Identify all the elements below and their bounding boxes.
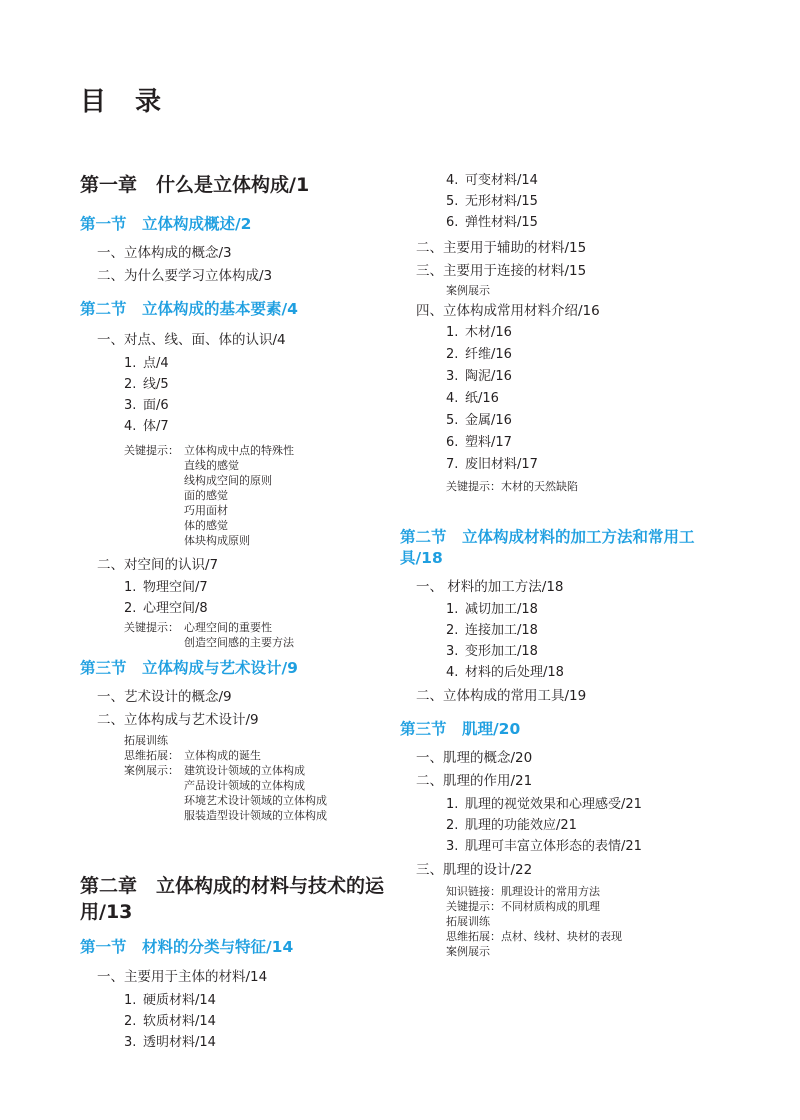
toc-subitem[interactable]: 4. 可变材料/14 <box>446 173 538 188</box>
toc-item[interactable]: 二、主要用于辅助的材料/15 <box>416 240 587 256</box>
toc-note: 关键提示： 立体构成中点的特殊性 <box>124 444 294 457</box>
toc-note: 知识链接：肌理设计的常用方法 <box>446 885 600 898</box>
toc-item[interactable]: 二、对空间的认识/7 <box>97 557 219 573</box>
toc-subitem[interactable]: 5. 无形材料/15 <box>446 194 538 209</box>
toc-item[interactable]: 二、立体构成与艺术设计/9 <box>97 712 259 728</box>
toc-note: 案例展示 <box>446 284 490 297</box>
toc-subitem[interactable]: 6. 塑料/17 <box>446 435 512 450</box>
chapter-2-heading[interactable]: 第二章 立体构成的材料与技术的运 <box>80 875 385 897</box>
ch1-section-1-heading[interactable]: 第一节 立体构成概述/2 <box>80 215 252 233</box>
toc-subitem[interactable]: 6. 弹性材料/15 <box>446 215 538 230</box>
toc-subitem[interactable]: 2. 纤维/16 <box>446 347 512 362</box>
toc-note: 巧用面材 <box>184 504 228 517</box>
toc-subitem[interactable]: 7. 废旧材料/17 <box>446 457 538 472</box>
toc-subitem[interactable]: 3. 透明材料/14 <box>124 1035 216 1050</box>
ch2-section-2-heading-cont[interactable]: 具/18 <box>400 549 443 567</box>
toc-note: 关键提示：不同材质构成的肌理 <box>446 900 600 913</box>
toc-note: 案例展示 <box>446 945 490 958</box>
toc-subitem[interactable]: 1. 木材/16 <box>446 325 512 340</box>
toc-subitem[interactable]: 2. 线/5 <box>124 377 169 392</box>
ch1-section-2-heading[interactable]: 第二节 立体构成的基本要素/4 <box>80 300 298 318</box>
toc-note: 产品设计领域的立体构成 <box>184 779 305 792</box>
page-title: 目 录 <box>80 87 172 117</box>
toc-subitem[interactable]: 2. 软质材料/14 <box>124 1014 216 1029</box>
toc-subitem[interactable]: 1. 减切加工/18 <box>446 602 538 617</box>
ch2-section-3-heading[interactable]: 第三节 肌理/20 <box>400 720 521 738</box>
toc-note: 案例展示： 建筑设计领域的立体构成 <box>124 764 305 777</box>
toc-subitem[interactable]: 3. 面/6 <box>124 398 169 413</box>
toc-subitem[interactable]: 1. 硬质材料/14 <box>124 993 216 1008</box>
toc-subitem[interactable]: 4. 体/7 <box>124 419 169 434</box>
toc-item[interactable]: 一、 材料的加工方法/18 <box>416 579 564 595</box>
toc-note: 环境艺术设计领域的立体构成 <box>184 794 327 807</box>
toc-item[interactable]: 四、立体构成常用材料介绍/16 <box>416 303 600 319</box>
toc-subitem[interactable]: 4. 纸/16 <box>446 391 499 406</box>
chapter-2-heading-cont[interactable]: 用/13 <box>80 901 133 923</box>
toc-subitem[interactable]: 3. 变形加工/18 <box>446 644 538 659</box>
toc-note: 面的感觉 <box>184 489 228 502</box>
toc-note: 服装造型设计领域的立体构成 <box>184 809 327 822</box>
toc-note: 直线的感觉 <box>184 459 239 472</box>
toc-subitem[interactable]: 2. 连接加工/18 <box>446 623 538 638</box>
toc-note: 拓展训练 <box>124 734 168 747</box>
toc-note: 思维拓展： 立体构成的诞生 <box>124 749 261 762</box>
ch1-section-3-heading[interactable]: 第三节 立体构成与艺术设计/9 <box>80 659 298 677</box>
toc-item[interactable]: 三、肌理的设计/22 <box>416 862 533 878</box>
toc-subitem[interactable]: 5. 金属/16 <box>446 413 512 428</box>
toc-item[interactable]: 三、主要用于连接的材料/15 <box>416 263 587 279</box>
toc-subitem[interactable]: 4. 材料的后处理/18 <box>446 665 564 680</box>
toc-note: 体块构成原则 <box>184 534 250 547</box>
toc-note: 关键提示： 心理空间的重要性 <box>124 621 272 634</box>
toc-subitem[interactable]: 2. 肌理的功能效应/21 <box>446 818 577 833</box>
toc-note: 体的感觉 <box>184 519 228 532</box>
toc-subitem[interactable]: 3. 肌理可丰富立体形态的表情/21 <box>446 839 642 854</box>
toc-subitem[interactable]: 3. 陶泥/16 <box>446 369 512 384</box>
chapter-1-heading[interactable]: 第一章 什么是立体构成/1 <box>80 174 310 196</box>
toc-item[interactable]: 一、肌理的概念/20 <box>416 750 533 766</box>
toc-subitem[interactable]: 1. 肌理的视觉效果和心理感受/21 <box>446 797 642 812</box>
toc-note: 创造空间感的主要方法 <box>184 636 294 649</box>
toc-note: 关键提示：木材的天然缺陷 <box>446 480 578 493</box>
toc-item[interactable]: 二、为什么要学习立体构成/3 <box>97 268 273 284</box>
toc-subitem[interactable]: 1. 点/4 <box>124 356 169 371</box>
toc-note: 拓展训练 <box>446 915 490 928</box>
toc-note: 线构成空间的原则 <box>184 474 272 487</box>
toc-note: 思维拓展：点材、线材、块材的表现 <box>446 930 622 943</box>
toc-item[interactable]: 二、肌理的作用/21 <box>416 773 533 789</box>
toc-item[interactable]: 一、艺术设计的概念/9 <box>97 689 232 705</box>
toc-subitem[interactable]: 1. 物理空间/7 <box>124 580 208 595</box>
toc-item[interactable]: 一、对点、线、面、体的认识/4 <box>97 332 286 348</box>
toc-item[interactable]: 一、立体构成的概念/3 <box>97 245 232 261</box>
ch2-section-1-heading[interactable]: 第一节 材料的分类与特征/14 <box>80 938 294 956</box>
toc-subitem[interactable]: 2. 心理空间/8 <box>124 601 208 616</box>
toc-item[interactable]: 一、主要用于主体的材料/14 <box>97 969 268 985</box>
ch2-section-2-heading[interactable]: 第二节 立体构成材料的加工方法和常用工 <box>400 528 695 546</box>
toc-item[interactable]: 二、立体构成的常用工具/19 <box>416 688 587 704</box>
